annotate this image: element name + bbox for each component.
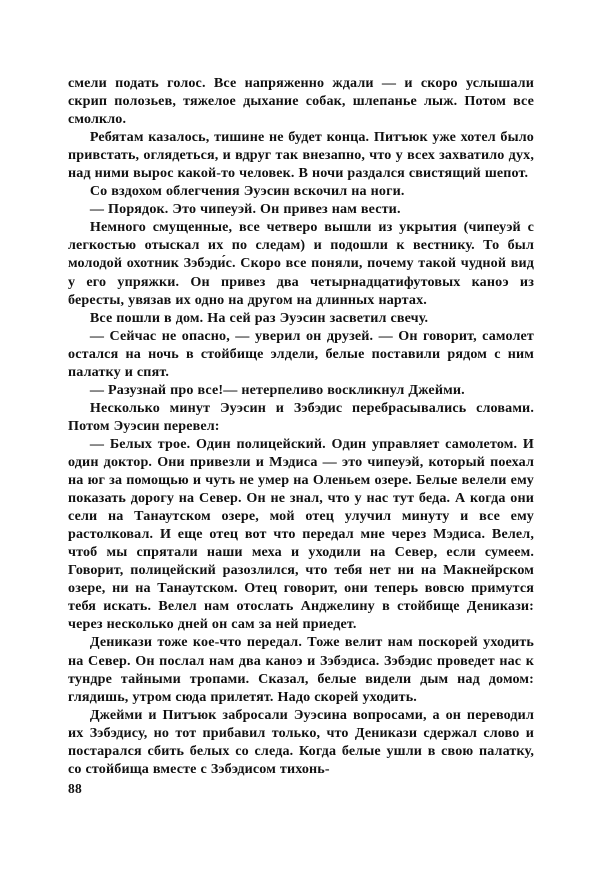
page-number: 88 — [68, 781, 83, 796]
paragraph: Ребятам казалось, тишине не будет конца. Питъюк уже хотел было привстать, оглядеться, и вдруг так внезапно, что у всех захватило дух, над ними вырос какой-то человек. В ночи раздался свистящий шепот. — [68, 129, 534, 182]
paragraph: — Сейчас не опасно, — уверил он друзей. — Он говорит, самолет остался на ночь в стойбище элдели, белые поставили рядом с ним палатку и спят. — [68, 327, 534, 380]
paragraph: Несколько минут Эуэсин и Зэбэдис перебрасывались словами. Потом Эуэсин перевел: — [68, 399, 534, 434]
body-text-column — [68, 74, 534, 778]
paragraph: Джейми и Питъюк забросали Эуэсина вопросами, а он переводил их Зэбэдису, но тот прибавил только, что Деникази сдержал слово и постарался сбить белых со следа. Когда белые ушли в свою палатку, со стойбища вместе с Зэбэдисом тихонь- — [68, 706, 534, 777]
paragraph: смели подать голос. Все напряженно ждали — и скоро услышали скрип полозьев, тяжелое дыхание собак, шлепанье лыж. Потом все смолкло. — [68, 75, 534, 128]
paragraph: Деникази тоже кое-что передал. Тоже велит нам поскорей уходить на Север. Он послал нам два каноэ и Зэбэдиса. Зэбэдис проведет нас к тундре тайными тропами. Сказал, белые видели дым над домом: глядишь, утром сюда прилетят. Надо скорей уходить. — [68, 634, 534, 705]
paragraph: Со вздохом облегчения Эуэсин вскочил на ноги. — [89, 183, 405, 200]
paragraph: Все пошли в дом. На сей раз Эуэсин засветил свечу. — [89, 309, 429, 326]
paragraph: — Белых трое. Один полицейский. Один управляет самолетом. И один доктор. Они привезли и Мэдиса — это чипеуэй, который поехал на юг за помощью и чуть не умер на Оленьем озере. Белые велели ему показать дорогу на Север. Он не знал, что у нас тут беда. А когда они сели на Танаутском озере, мой отец улучил минуту и все ему растолковал. И еще отец вот что передал мне через Мэдиса. Велел, чтоб мы спрятали наши меха и уходили на Север, если сумеем. Говорит, полицейский разозлился, что тебя нет ни на Макнейрском озере, ни на Танаутском. Отец говорит, они теперь вовсю примутся тебя искать. Велел нам отослать Анджелину в стойбище Деникази: через несколько дней он сам за ней приедет. — [68, 435, 534, 633]
paragraph: — Порядок. Это чипеуэй. Он привез нам вести. — [89, 201, 401, 218]
paragraph: Немного смущенные, все четверо вышли из укрытия (чипеуэй с легкостью отыскал их по следам) и подошли к вестнику. То был молодой охотник Зэбэди́с. Скоро все поняли, почему такой чудной вид у его упряжки. Он привез два четырнадцатифутовых каноэ из бересты, увязав их одно на другом на длинных нартах. — [68, 219, 534, 308]
paragraph: — Разузнай про все!— нетерпеливо воскликнул Джейми. — [89, 381, 465, 398]
